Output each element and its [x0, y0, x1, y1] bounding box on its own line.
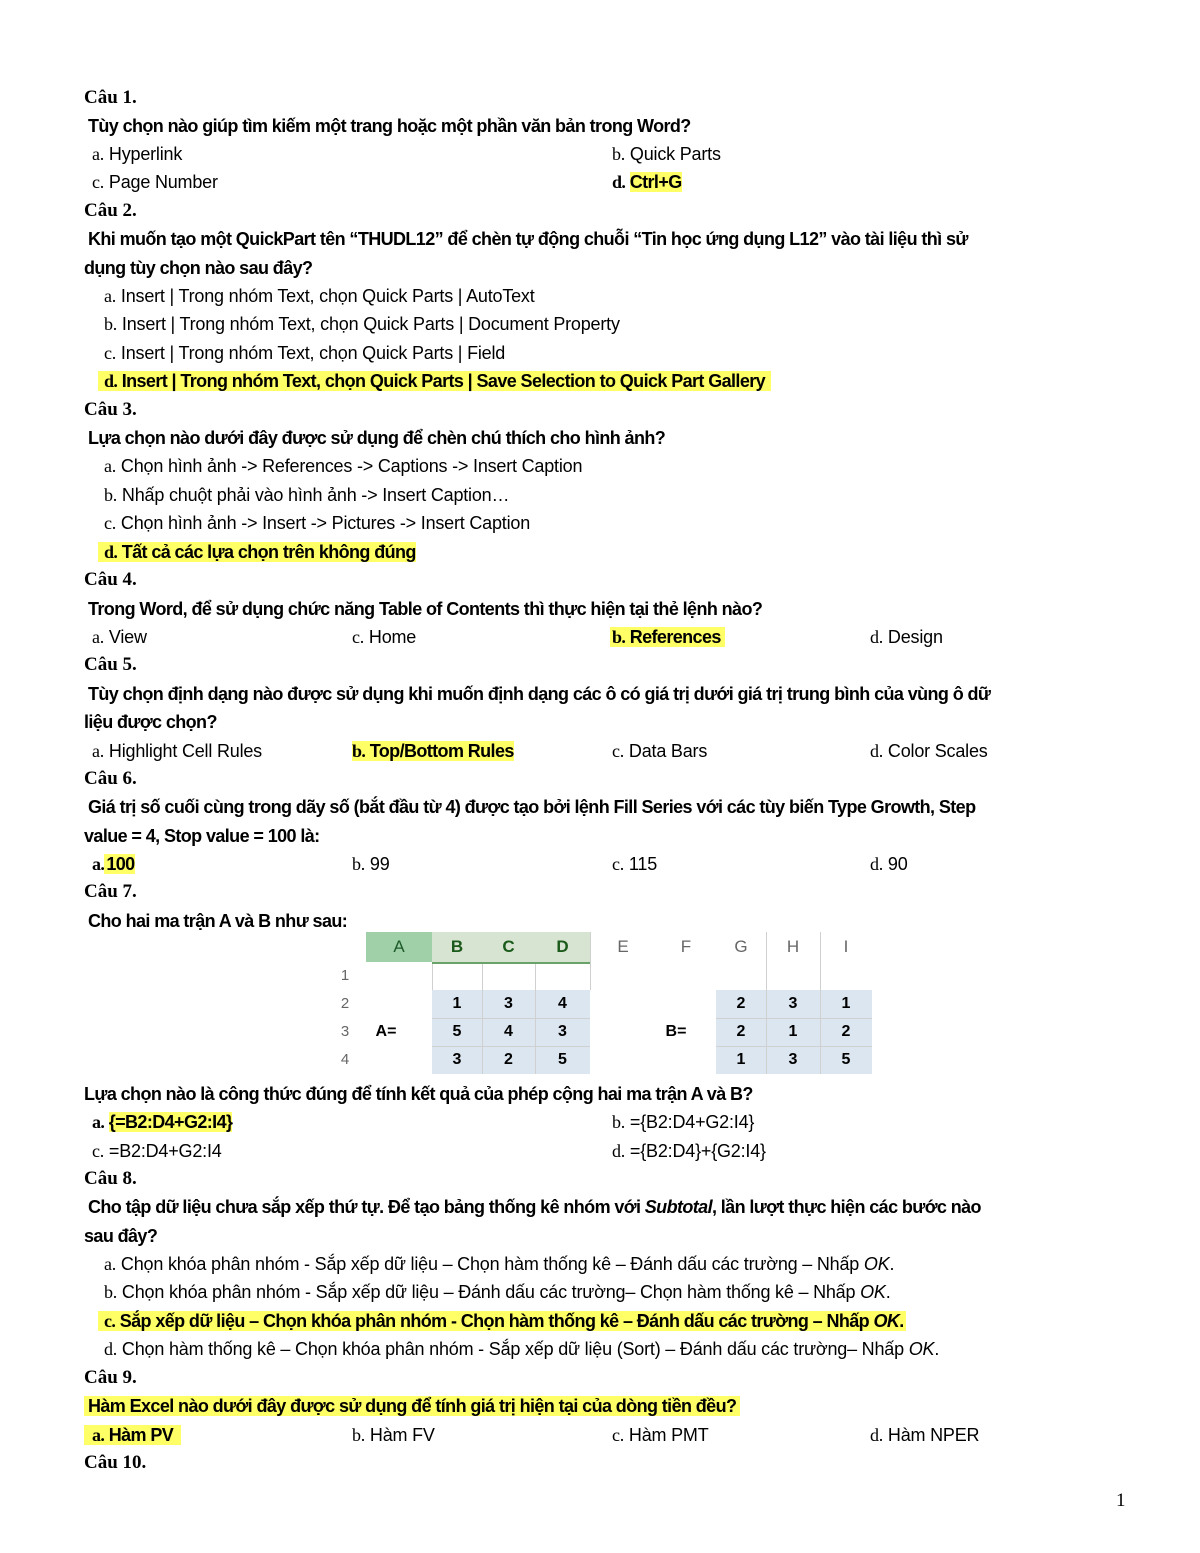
col-header-b: B	[432, 932, 482, 964]
q4-option-c: c. Home	[352, 627, 417, 647]
q2-option-c: c. Insert | Trong nhóm Text, chọn Quick Parts | Field	[104, 343, 506, 363]
question-9-text: Hàm Excel nào dưới đây được sử dụng để tính giá trị hiện tại của dòng tiền đều?	[84, 1392, 740, 1420]
q7-option-b: b. ={B2:D4+G2:I4}	[612, 1112, 755, 1132]
question-4-label: Câu 4.	[84, 569, 137, 590]
question-9-label: Câu 9.	[84, 1367, 137, 1388]
matrix-b-cell: 2	[841, 1023, 851, 1040]
q9-option-c: c. Hàm PMT	[612, 1425, 709, 1445]
q4-option-d: d. Design	[870, 627, 943, 647]
matrix-a-cell: 1	[452, 995, 462, 1012]
matrix-a-cell: 5	[452, 1023, 462, 1040]
matrix-b-cell: 1	[841, 995, 851, 1012]
q9-option-d: d. Hàm NPER	[870, 1425, 980, 1445]
col-header-g: G	[734, 937, 748, 956]
question-2-text-line1: Khi muốn tạo một QuickPart tên “THUDL12” để chèn tự động chuỗi “Tin học ứng dụng L12” vào tài liệu thì sử	[88, 229, 968, 249]
q6-option-d: d. 90	[870, 854, 908, 874]
col-header-c: C	[482, 932, 535, 964]
question-6-text-line1: Giá trị số cuối cùng trong dãy số (bắt đầu từ 4) được tạo bởi lệnh Fill Series với các tùy biến Type Growth, Step	[88, 797, 976, 817]
q3-option-c: c. Chọn hình ảnh -> Insert -> Pictures -> Insert Caption	[104, 513, 531, 533]
q7-option-a-answer: a. {=B2:D4+G2:I4}	[92, 1112, 233, 1132]
q8-option-c-answer: c. Sắp xếp dữ liệu – Chọn khóa phân nhóm - Chọn hàm thống kê – Đánh dấu các trường – Nhấp OK.	[98, 1307, 906, 1335]
q9-option-b: b. Hàm FV	[352, 1425, 435, 1445]
q9-option-a-answer: a. Hàm PV	[84, 1421, 181, 1449]
question-10-label: Câu 10.	[84, 1452, 147, 1473]
question-1-text: Tùy chọn nào giúp tìm kiếm một trang hoặc một phần văn bản trong Word?	[88, 116, 691, 136]
row-header-1: 1	[340, 967, 350, 984]
q5-option-b-answer: b. Top/Bottom Rules	[352, 741, 514, 761]
q2-option-d-answer: d. Insert | Trong nhóm Text, chọn Quick Parts | Save Selection to Quick Part Gallery	[98, 367, 771, 395]
col-header-i: I	[843, 937, 849, 956]
question-7-label: Câu 7.	[84, 881, 137, 902]
col-header-e: E	[617, 937, 629, 956]
row-header-2: 2	[340, 995, 350, 1012]
q1-option-d-answer: d. Ctrl+G	[612, 172, 682, 192]
matrix-a-cell: 5	[558, 1051, 567, 1068]
q5-option-a: a. Highlight Cell Rules	[92, 741, 262, 761]
q1-option-c: c. Page Number	[92, 172, 218, 192]
question-2-text-line2: dụng tùy chọn nào sau đây?	[84, 258, 313, 278]
col-header-d: D	[535, 932, 590, 964]
q3-option-a: a. Chọn hình ảnh -> References -> Captions -> Insert Caption	[104, 456, 583, 476]
q5-option-c: c. Data Bars	[612, 741, 708, 761]
question-5-label: Câu 5.	[84, 654, 137, 675]
question-8-text-line2: sau đây?	[84, 1226, 158, 1246]
q7-option-c: c. =B2:D4+G2:I4	[92, 1141, 222, 1161]
matrix-b-cell: 5	[841, 1051, 851, 1068]
q6-option-b: b. 99	[352, 854, 390, 874]
page-number: 1	[1116, 1490, 1126, 1511]
matrix-b-cell: 2	[736, 995, 746, 1012]
q4-option-a: a. View	[92, 627, 147, 647]
matrix-b-cell: 1	[788, 1023, 798, 1040]
q6-option-a-answer: a. 100	[92, 854, 135, 874]
q1-option-a: a. Hyperlink	[92, 144, 183, 164]
question-1-label: Câu 1.	[84, 87, 137, 108]
matrix-a-cell: 2	[504, 1051, 513, 1068]
question-6-text-line2: value = 4, Stop value = 100 là:	[84, 826, 320, 846]
matrix-a-label: A=	[375, 1023, 397, 1040]
question-4-text: Trong Word, để sử dụng chức năng Table of Contents thì thực hiện tại thẻ lệnh nào?	[88, 599, 763, 619]
question-6-label: Câu 6.	[84, 768, 137, 789]
question-5-text-line1: Tùy chọn định dạng nào được sử dụng khi muốn định dạng các ô có giá trị dưới giá trị trung bình của vùng ô dữ	[88, 684, 991, 704]
q1-option-b: b. Quick Parts	[612, 144, 721, 164]
question-7-text2: Lựa chọn nào là công thức đúng để tính kết quả của phép cộng hai ma trận A và B?	[84, 1084, 753, 1104]
matrix-a-cell: 3	[558, 1023, 567, 1040]
col-header-h: H	[786, 937, 800, 956]
q8-option-b: b. Chọn khóa phân nhóm - Sắp xếp dữ liệu – Đánh dấu các trường– Chọn hàm thống kê – Nhấp OK.	[104, 1282, 891, 1302]
matrix-a-cell: 3	[452, 1051, 462, 1068]
row-header-4: 4	[340, 1051, 350, 1068]
question-7-text: Cho hai ma trận A và B như sau:	[88, 911, 348, 931]
q8-option-a: a. Chọn khóa phân nhóm - Sắp xếp dữ liệu – Chọn hàm thống kê – Đánh dấu các trường – Nhấp OK.	[104, 1254, 895, 1274]
matrix-a-cell: 3	[504, 995, 513, 1012]
col-header-f: F	[680, 937, 692, 956]
q5-option-d: d. Color Scales	[870, 741, 988, 761]
row-header-3: 3	[340, 1023, 350, 1040]
matrix-b-cell: 3	[788, 995, 798, 1012]
q6-option-c: c. 115	[612, 854, 658, 874]
q2-option-a: a. Insert | Trong nhóm Text, chọn Quick Parts | AutoText	[104, 286, 535, 306]
question-2-label: Câu 2.	[84, 200, 137, 221]
matrix-b-cell: 1	[736, 1051, 746, 1068]
question-5-text-line2: liệu được chọn?	[84, 712, 217, 732]
col-header-a: A	[366, 932, 432, 962]
q3-option-d-answer: d. Tất cả các lựa chọn trên không đúng	[98, 538, 416, 566]
q2-option-b: b. Insert | Trong nhóm Text, chọn Quick Parts | Document Property	[104, 314, 620, 334]
q7-option-d: d. ={B2:D4}+{G2:I4}	[612, 1141, 766, 1161]
q3-option-b: b. Nhấp chuột phải vào hình ảnh -> Insert Caption…	[104, 485, 510, 505]
question-3-label: Câu 3.	[84, 399, 137, 420]
matrix-a-cell: 4	[504, 1023, 513, 1040]
q8-option-d: d. Chọn hàm thống kê – Chọn khóa phân nhóm - Sắp xếp dữ liệu (Sort) – Đánh dấu các trường– Nhấp OK.	[104, 1339, 940, 1359]
matrix-a-cell: 4	[558, 995, 567, 1012]
matrix-b-label: B=	[665, 1023, 687, 1040]
matrix-spreadsheet	[330, 932, 872, 1078]
q4-option-b-answer: b. References	[610, 623, 725, 651]
matrix-b-cell: 2	[736, 1023, 746, 1040]
question-3-text: Lựa chọn nào dưới đây được sử dụng để chèn chú thích cho hình ảnh?	[88, 428, 666, 448]
question-8-label: Câu 8.	[84, 1168, 137, 1189]
matrix-b-cell: 3	[788, 1051, 798, 1068]
question-8-text-line1: Cho tập dữ liệu chưa sắp xếp thứ tự. Để tạo bảng thống kê nhóm với Subtotal, lần lượt thực hiện các bước nào	[88, 1197, 981, 1217]
